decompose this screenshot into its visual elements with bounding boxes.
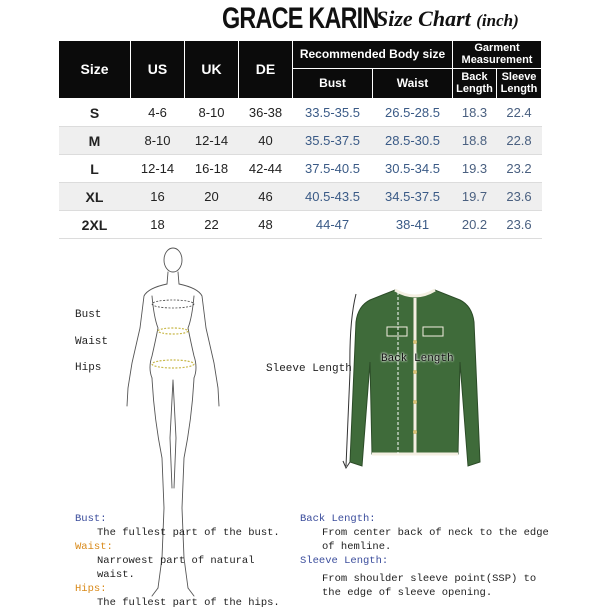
figure-right-arm bbox=[179, 284, 219, 406]
sleeve-length-term: Sleeve Length: bbox=[300, 555, 389, 567]
chart-title bbox=[376, 6, 519, 32]
cell-de: 40 bbox=[239, 127, 293, 155]
cell-waist: 26.5-28.5 bbox=[373, 99, 453, 127]
header-back-length: Back Length bbox=[453, 69, 497, 99]
bust-measure-line bbox=[152, 300, 194, 308]
header-size: Size bbox=[59, 41, 131, 99]
cell-waist: 34.5-37.5 bbox=[373, 183, 453, 211]
bust-description: The fullest part of the bust. bbox=[97, 527, 280, 539]
cell-de: 36-38 bbox=[239, 99, 293, 127]
cell-de: 42-44 bbox=[239, 155, 293, 183]
cell-uk: 8-10 bbox=[185, 99, 239, 127]
brand-logo: GRACE KARIN bbox=[222, 2, 379, 35]
cardigan-button bbox=[413, 340, 417, 344]
cell-bust: 44-47 bbox=[293, 211, 373, 239]
sleeve-length-description-2: the edge of sleeve opening. bbox=[322, 587, 493, 599]
header-sleeve-length: Sleeve Length bbox=[497, 69, 542, 99]
back-length-label: Back Length bbox=[381, 353, 454, 365]
size-table bbox=[58, 40, 542, 239]
figure-inner-legs bbox=[170, 380, 176, 488]
cell-uk: 20 bbox=[185, 183, 239, 211]
garment-definitions bbox=[300, 512, 595, 600]
cell-size: S bbox=[59, 99, 131, 127]
right-pocket-flap bbox=[423, 327, 443, 336]
cell-uk: 16-18 bbox=[185, 155, 239, 183]
sleeve-length-description-1: From shoulder sleeve point(SSP) to bbox=[322, 573, 537, 585]
header bbox=[0, 0, 600, 40]
cell-de: 46 bbox=[239, 183, 293, 211]
table-row bbox=[59, 211, 542, 239]
cell-sleeve-length: 23.2 bbox=[497, 155, 542, 183]
figure-left-arm bbox=[127, 284, 167, 406]
hips-term: Hips: bbox=[75, 583, 107, 595]
header-uk: UK bbox=[185, 41, 239, 99]
cell-bust: 37.5-40.5 bbox=[293, 155, 373, 183]
figure-neck bbox=[167, 272, 179, 284]
body-definitions bbox=[75, 512, 290, 610]
cell-us: 4-6 bbox=[131, 99, 185, 127]
cardigan-button bbox=[413, 370, 417, 374]
cell-sleeve-length: 23.6 bbox=[497, 211, 542, 239]
hips-description: The fullest part of the hips. bbox=[97, 597, 280, 609]
header-waist: Waist bbox=[373, 69, 453, 99]
waist-description: Narrowest part of natural waist. bbox=[97, 555, 255, 581]
back-length-description-2: of hemline. bbox=[322, 541, 392, 553]
header-de: DE bbox=[239, 41, 293, 99]
cell-us: 8-10 bbox=[131, 127, 185, 155]
header-us: US bbox=[131, 41, 185, 99]
table-row bbox=[59, 127, 542, 155]
cardigan-illustration bbox=[340, 282, 490, 478]
left-pocket-flap bbox=[387, 327, 407, 336]
waist-measure-line bbox=[158, 328, 188, 334]
cell-sleeve-length: 22.4 bbox=[497, 99, 542, 127]
table-row bbox=[59, 99, 542, 127]
bust-label: Bust bbox=[75, 309, 102, 321]
cell-back-length: 19.7 bbox=[453, 183, 497, 211]
cell-size: M bbox=[59, 127, 131, 155]
header-bust: Bust bbox=[293, 69, 373, 99]
cell-sleeve-length: 22.8 bbox=[497, 127, 542, 155]
waist-label: Waist bbox=[75, 336, 109, 348]
cell-back-length: 18.3 bbox=[453, 99, 497, 127]
cell-back-length: 18.8 bbox=[453, 127, 497, 155]
figure-right-torso bbox=[188, 296, 196, 378]
cell-bust: 35.5-37.5 bbox=[293, 127, 373, 155]
table-row bbox=[59, 183, 542, 211]
bust-term: Bust: bbox=[75, 513, 107, 525]
cell-waist: 30.5-34.5 bbox=[373, 155, 453, 183]
figure-left-torso bbox=[150, 296, 158, 378]
cell-uk: 12-14 bbox=[185, 127, 239, 155]
cell-size: 2XL bbox=[59, 211, 131, 239]
cell-back-length: 20.2 bbox=[453, 211, 497, 239]
cell-back-length: 19.3 bbox=[453, 155, 497, 183]
back-length-description-1: From center back of neck to the edge bbox=[322, 527, 549, 539]
sleeve-length-label: Sleeve Length bbox=[266, 363, 352, 375]
waist-term: Waist: bbox=[75, 541, 113, 553]
cell-de: 48 bbox=[239, 211, 293, 239]
cell-waist: 28.5-30.5 bbox=[373, 127, 453, 155]
hips-label: Hips bbox=[75, 362, 102, 374]
figure-head bbox=[164, 248, 182, 272]
cell-sleeve-length: 23.6 bbox=[497, 183, 542, 211]
cell-size: L bbox=[59, 155, 131, 183]
header-recommended: Recommended Body size bbox=[293, 41, 453, 69]
cell-bust: 40.5-43.5 bbox=[293, 183, 373, 211]
back-length-term: Back Length: bbox=[300, 513, 376, 525]
cell-us: 16 bbox=[131, 183, 185, 211]
chart-title-text: Size Chart bbox=[376, 6, 471, 31]
cell-us: 18 bbox=[131, 211, 185, 239]
cell-size: XL bbox=[59, 183, 131, 211]
cell-uk: 22 bbox=[185, 211, 239, 239]
cardigan-button bbox=[413, 430, 417, 434]
cell-waist: 38-41 bbox=[373, 211, 453, 239]
header-garment: Garment Measurement bbox=[453, 41, 542, 69]
cardigan-button bbox=[413, 400, 417, 404]
table-row bbox=[59, 155, 542, 183]
hips-measure-line bbox=[152, 360, 194, 368]
cell-bust: 33.5-35.5 bbox=[293, 99, 373, 127]
cell-us: 12-14 bbox=[131, 155, 185, 183]
chart-title-unit: (inch) bbox=[476, 11, 519, 30]
